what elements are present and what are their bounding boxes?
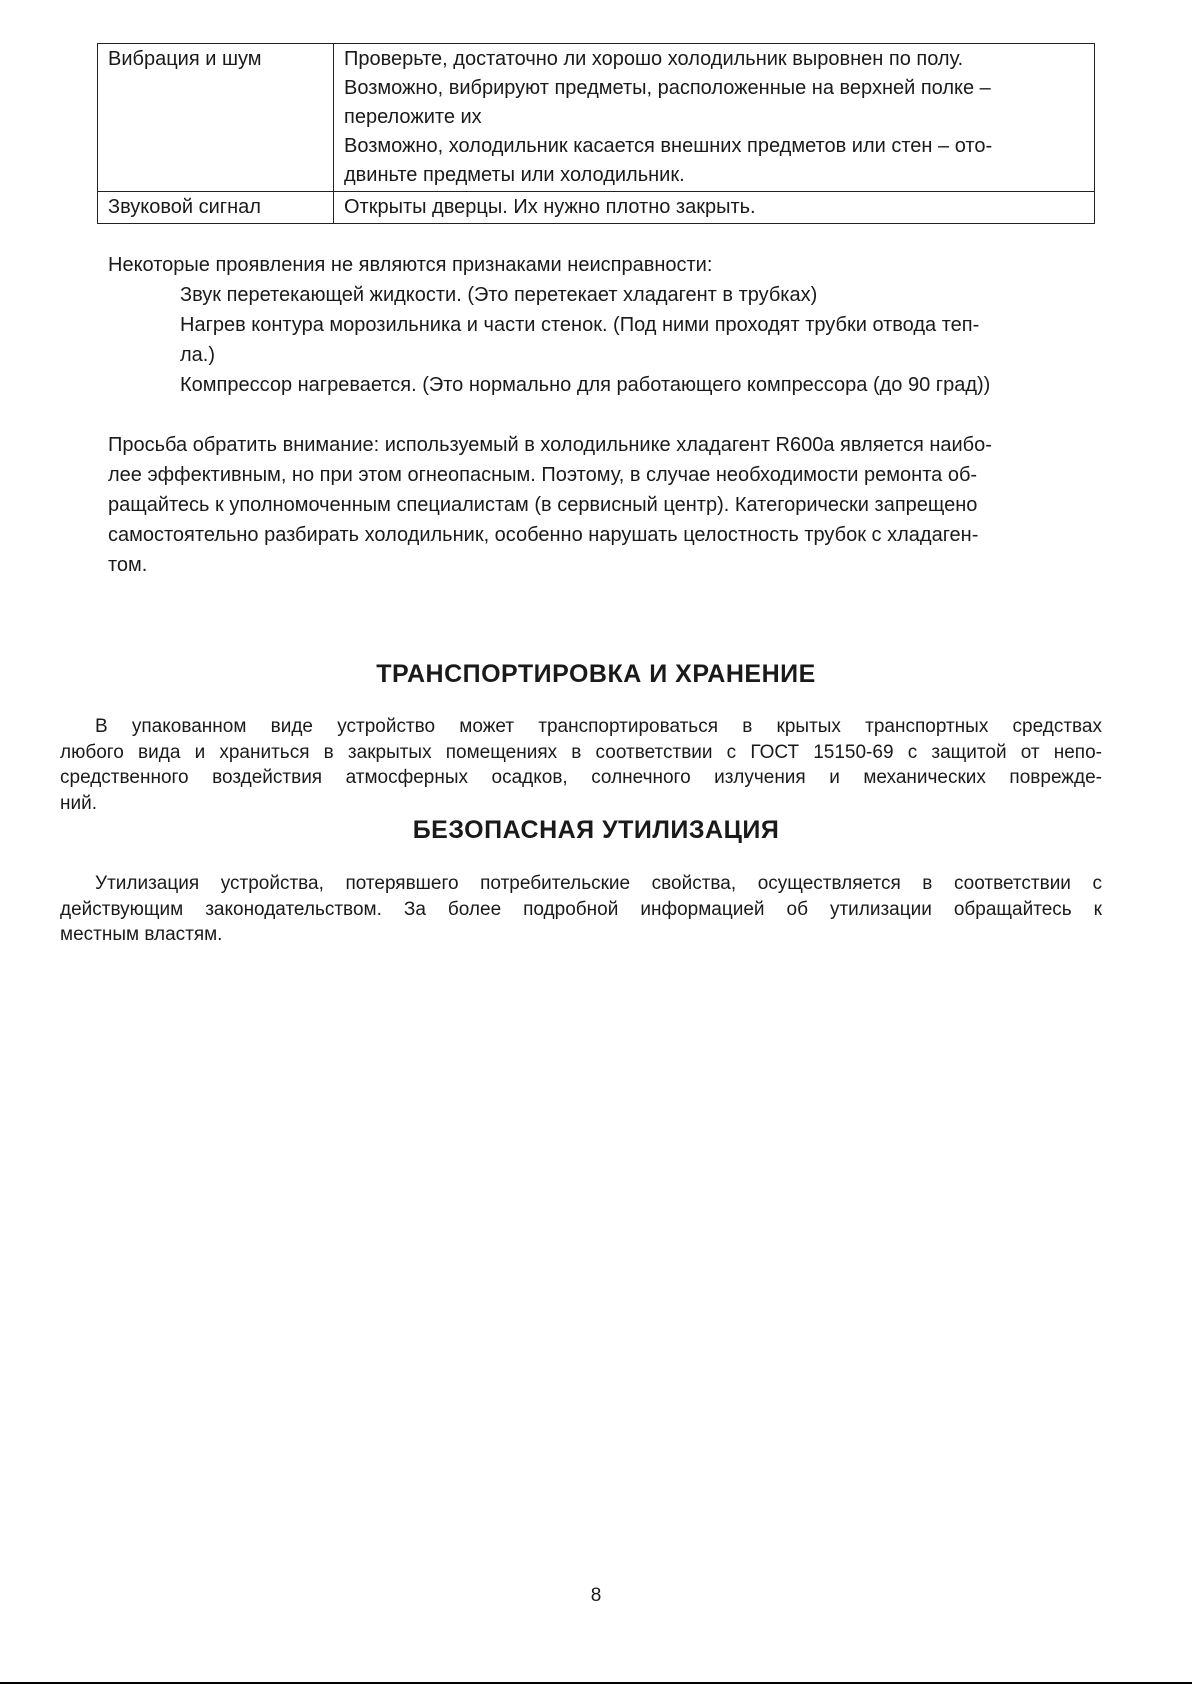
table-row: [98, 44, 1095, 192]
warning-line: лее эффективным, но при этом огнеопасным. Поэтому, в случае необходимости ремонта об-: [108, 464, 978, 486]
transport-line: В упакованном виде устройство может транспортироваться в крытых транспортных средствах: [95, 716, 1102, 737]
transport-heading: ТРАНСПОРТИРОВКА И ХРАНЕНИЕ: [376, 660, 816, 688]
notes-item: Звук перетекающей жидкости. (Это перетекает хладагент в трубках): [180, 284, 818, 306]
problem-label: Вибрация и шум: [108, 48, 262, 70]
transport-paragraph: [60, 714, 1102, 816]
troubleshooting-table: [97, 43, 1095, 224]
bottom-rule: [0, 1682, 1192, 1684]
page-number: 8: [590, 1585, 602, 1606]
problem-cell: [98, 192, 334, 224]
notes-intro: Некоторые проявления не являются признаками неисправности:: [108, 254, 713, 276]
disposal-heading: БЕЗОПАСНАЯ УТИЛИЗАЦИЯ: [412, 816, 780, 844]
transport-line: ний.: [60, 792, 97, 814]
solution-line: Возможно, вибрируют предметы, расположенные на верхней полке –: [344, 77, 991, 99]
solution-line: переложите их: [344, 106, 482, 128]
normal-behaviour-notes: [108, 250, 1093, 400]
solution-line: Проверьте, достаточно ли хорошо холодильник выровнен по полу.: [344, 48, 964, 70]
transport-line: средственного воздействия атмосферных осадков, солнечного излучения и механических поврежде-: [60, 767, 1102, 788]
warning-line: самостоятельно разбирать холодильник, особенно нарушать целостность трубок с хладаген-: [108, 524, 979, 546]
solution-cell: [334, 192, 1095, 224]
warning-line: ращайтесь к уполномоченным специалистам (в сервисный центр). Категорически запрещено: [108, 494, 978, 516]
solution-line: двиньте предметы или холодильник.: [344, 164, 685, 186]
warning-line: том.: [108, 554, 148, 576]
problem-label: Звуковой сигнал: [108, 196, 261, 218]
table-row: [98, 192, 1095, 224]
notes-item: Нагрев контура морозильника и части стенок. (Под ними проходят трубки отвода теп-: [180, 314, 980, 336]
solution-line: Открыты дверцы. Их нужно плотно закрыть.: [344, 196, 756, 218]
refrigerant-warning: [108, 430, 1093, 580]
transport-line: любого вида и храниться в закрытых помещениях в соответствии с ГОСТ 15150-69 с защитой от непо-: [60, 741, 1102, 763]
disposal-line: действующим законодательством. За более подробной информацией об утилизации обращайтесь к: [60, 898, 1102, 920]
solution-cell: [334, 44, 1095, 192]
notes-item: Компрессор нагревается. (Это нормально для работающего компрессора (до 90 град)): [180, 374, 991, 396]
problem-cell: [98, 44, 334, 192]
disposal-paragraph: [60, 871, 1102, 948]
disposal-line: Утилизация устройства, потерявшего потребительские свойства, осуществляется в соответствии с: [95, 873, 1102, 894]
solution-line: Возможно, холодильник касается внешних предметов или стен – ото-: [344, 135, 993, 157]
notes-item: ла.): [180, 344, 216, 366]
disposal-line: местным властям.: [60, 924, 223, 945]
warning-line: Просьба обратить внимание: используемый в холодильнике хладагент R600a является наибо-: [108, 434, 992, 456]
